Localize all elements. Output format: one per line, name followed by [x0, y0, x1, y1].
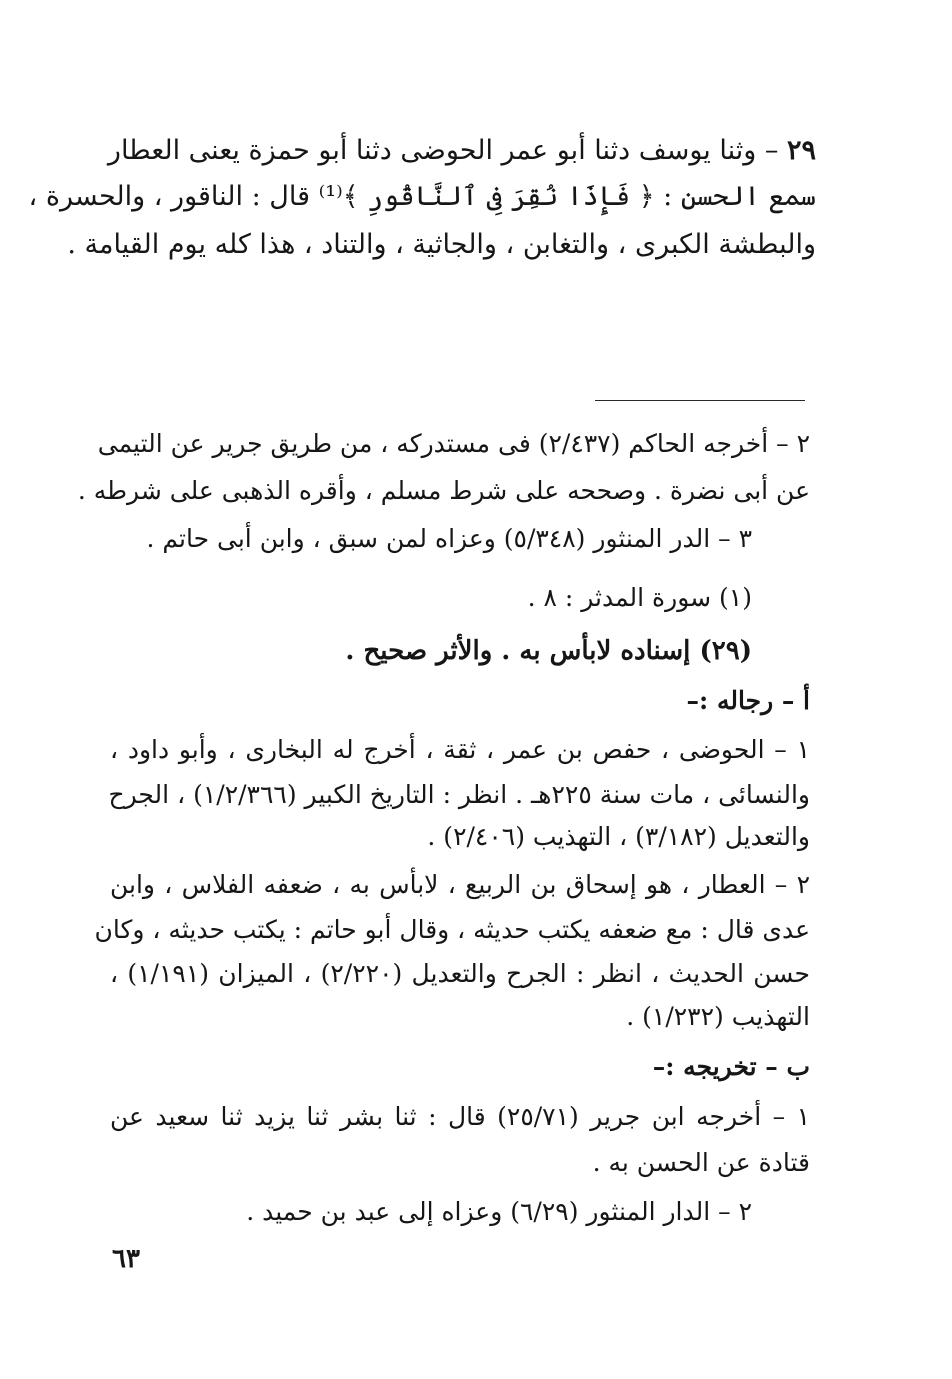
section-b-line-2: قتادة عن الحسن به .	[592, 1148, 810, 1177]
verdict-heading: (٢٩) إسناده لابأس به . والأثر صحيح .	[345, 636, 752, 666]
section-a-line-2: والنسائى ، مات سنة ٢٢٥هـ . انظر : التاريخ الكبير (١/٢/٣٦٦) ، الجرح	[108, 780, 810, 809]
section-a-line-7: التهذيب (١/٢٣٢) .	[626, 1002, 810, 1031]
prev-footnote-2-line-1: ٢ – أخرجه الحاكم (٢/٤٣٧) فى مستدركه ، من طريق جرير عن التيمى	[97, 429, 810, 458]
page-number: ٦٣	[112, 1244, 140, 1274]
main-text-line-1-rest: – وثنا يوسف دثنا أبو عمر الحوضى دثنا أبو حمزة يعنى العطار	[107, 135, 787, 166]
section-a-line-6: حسن الحديث ، انظر : الجرح والتعديل (٢/٢٢٠) ، الميزان (١/١٩١) ،	[110, 959, 810, 988]
section-b-heading: ب – تخريجه :–	[652, 1052, 810, 1081]
section-b-line-3: ٢ – الدار المنثور (٦/٢٩) وعزاه إلى عبد بن حميد .	[246, 1197, 752, 1226]
main-text-line-1	[107, 134, 816, 168]
prev-footnote-3: ٣ – الدر المنثور (٥/٣٤٨) وعزاه لمن سبق ، وابن أبى حاتم .	[146, 524, 752, 553]
section-a-line-4: ٢ – العطار ، هو إسحاق بن الربيع ، لابأس به ، ضعفه الفلاس ، وابن	[110, 870, 810, 899]
main-text-line-3: والبطشة الكبرى ، والتغابن ، والجاثية ، والتناد ، هذا كله يوم القيامة .	[67, 229, 816, 260]
section-a-line-5: عدى قال : مع ضعفه يكتب حديثه ، وقال أبو حاتم : يكتب حديثه ، وكان	[94, 915, 810, 944]
section-a-line-3: والتعديل (٣/١٨٢) ، التهذيب (٢/٤٠٦) .	[427, 822, 810, 851]
prev-footnote-2-line-2: عن أبى نضرة . وصححه على شرط مسلم ، وأقره الذهبى على شرطه .	[77, 476, 810, 505]
narration-number: ٢٩	[786, 135, 816, 166]
section-a-line-1: ١ – الحوضى ، حفص بن عمر ، ثقة ، أخرج له البخارى ، وأبو داود ،	[110, 735, 810, 764]
main-text-line-2: سمع الحسن : ﴿ فَإِذَا نُقِرَ فِى ٱلنَّاقُورِ ﴾⁽¹⁾ قال : الناقور ، والحسرة ،	[28, 181, 816, 212]
footnote-separator	[595, 400, 805, 401]
section-b-line-1: ١ – أخرجه ابن جرير (٢٥/٧١) قال : ثنا بشر ثنا يزيد ثنا سعيد عن	[110, 1102, 810, 1131]
footnote-1: (١) سورة المدثر : ٨ .	[527, 583, 752, 612]
section-a-heading: أ – رجاله :–	[686, 686, 810, 715]
